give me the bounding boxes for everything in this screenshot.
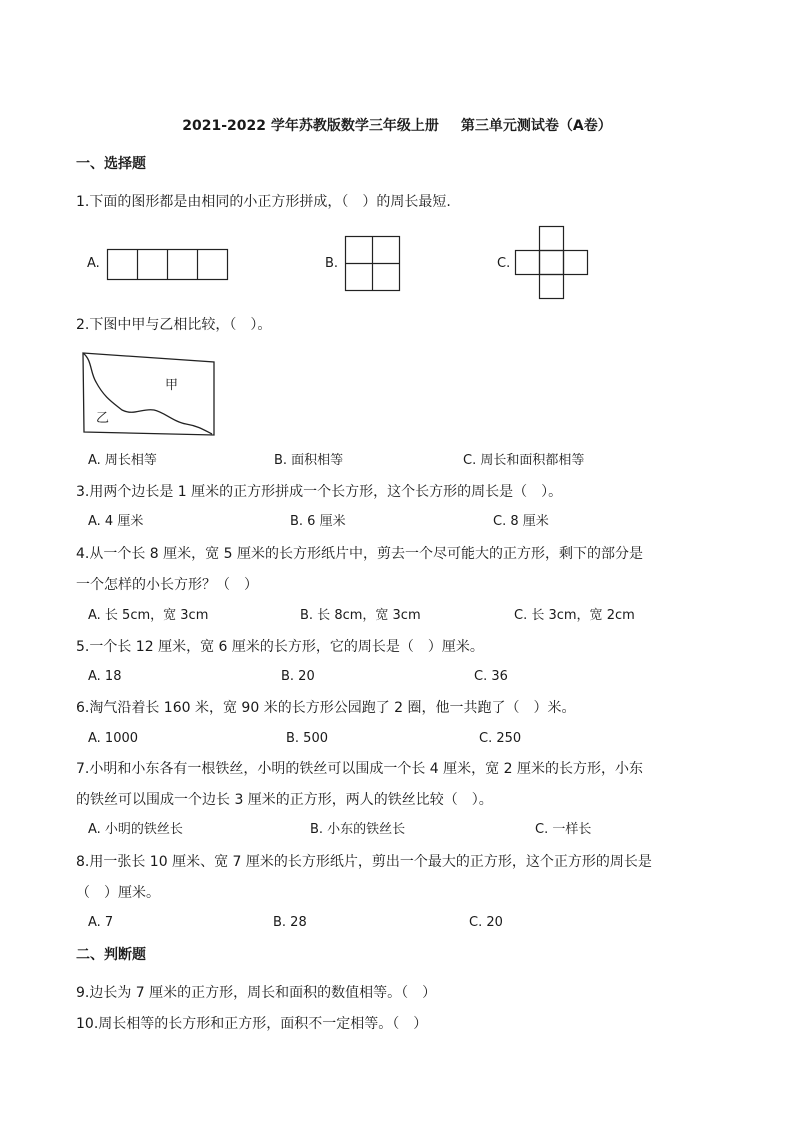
q4-option-b[interactable]: B. 长 8cm，宽 3cm [300, 608, 421, 623]
q6-option-b[interactable]: B. 500 [286, 731, 328, 746]
question-9: 9.边长为 7 厘米的正方形，周长和面积的数值相等。（ ） [76, 985, 437, 1001]
figure-a-four-squares [107, 249, 229, 281]
q2-option-c[interactable]: C. 周长和面积都相等 [463, 453, 585, 468]
question-4-line-2: 一个怎样的小长方形？（ ） [76, 577, 258, 593]
figure-b-square-grid [345, 236, 401, 292]
page-title [0, 115, 794, 135]
q3-option-c[interactable]: C. 8 厘米 [493, 514, 549, 529]
question-4-line-1: 4.从一个长 8 厘米，宽 5 厘米的长方形纸片中，剪去一个尽可能大的正方形，剩下的部分是 [76, 546, 643, 562]
q8-option-b[interactable]: B. 28 [273, 915, 307, 930]
q7-option-c[interactable]: C. 一样长 [535, 822, 592, 837]
q8-option-a[interactable]: A. 7 [88, 915, 114, 930]
q8-option-c[interactable]: C. 20 [469, 915, 503, 930]
q3-option-b[interactable]: B. 6 厘米 [290, 514, 346, 529]
q6-option-a[interactable]: A. 1000 [88, 731, 139, 746]
q4-option-a[interactable]: A. 长 5cm，宽 3cm [88, 608, 209, 623]
section-heading-judge: 二、判断题 [76, 947, 146, 963]
question-6: 6.淘气沿着长 160 米，宽 90 米的长方形公园跑了 2 圈，他一共跑了（ ）米。 [76, 700, 576, 716]
region-label-jia: 甲 [165, 378, 179, 393]
q5-option-c[interactable]: C. 36 [474, 669, 508, 684]
q7-option-b[interactable]: B. 小东的铁丝长 [310, 822, 406, 837]
question-7-line-1: 7.小明和小东各有一根铁丝，小明的铁丝可以围成一个长 4 厘米，宽 2 厘米的长方形，小东 [76, 761, 643, 777]
question-10: 10.周长相等的长方形和正方形，面积不一定相等。（ ） [76, 1016, 428, 1032]
figure-label-b: B. [325, 256, 339, 271]
question-5: 5.一个长 12 厘米，宽 6 厘米的长方形，它的周长是（ ）厘米。 [76, 639, 484, 655]
section-heading-choice: 一、选择题 [76, 156, 146, 172]
question-7-line-2: 的铁丝可以围成一个边长 3 厘米的正方形，两人的铁丝比较（ ）。 [76, 792, 493, 808]
question-2: 2.下图中甲与乙相比较，（ ）。 [76, 317, 272, 333]
q4-option-c[interactable]: C. 长 3cm，宽 2cm [514, 608, 635, 623]
figure-label-a: A. [87, 256, 100, 271]
q5-option-a[interactable]: A. 18 [88, 669, 122, 684]
question-3: 3.用两个边长是 1 厘米的正方形拼成一个长方形，这个长方形的周长是（ ）。 [76, 484, 563, 500]
question-8-line-2: （ ）厘米。 [76, 885, 160, 901]
q6-option-c[interactable]: C. 250 [479, 731, 522, 746]
title-main: 2021-2022 学年苏教版数学三年级上册 [182, 118, 439, 134]
question-8-line-1: 8.用一张长 10 厘米、宽 7 厘米的长方形纸片，剪出一个最大的正方形，这个正方形的周长是 [76, 854, 652, 870]
q3-option-a[interactable]: A. 4 厘米 [88, 514, 144, 529]
q5-option-b[interactable]: B. 20 [281, 669, 315, 684]
figure-c-cross [515, 226, 591, 302]
question-1: 1.下面的图形都是由相同的小正方形拼成，（ ）的周长最短. [76, 194, 451, 210]
q2-option-b[interactable]: B. 面积相等 [274, 453, 344, 468]
q2-option-a[interactable]: A. 周长相等 [88, 453, 157, 468]
figure-label-c: C. [497, 256, 511, 271]
region-label-yi: 乙 [96, 411, 110, 426]
q7-option-a[interactable]: A. 小明的铁丝长 [88, 822, 183, 837]
title-sub: 第三单元测试卷（A卷） [460, 118, 612, 134]
